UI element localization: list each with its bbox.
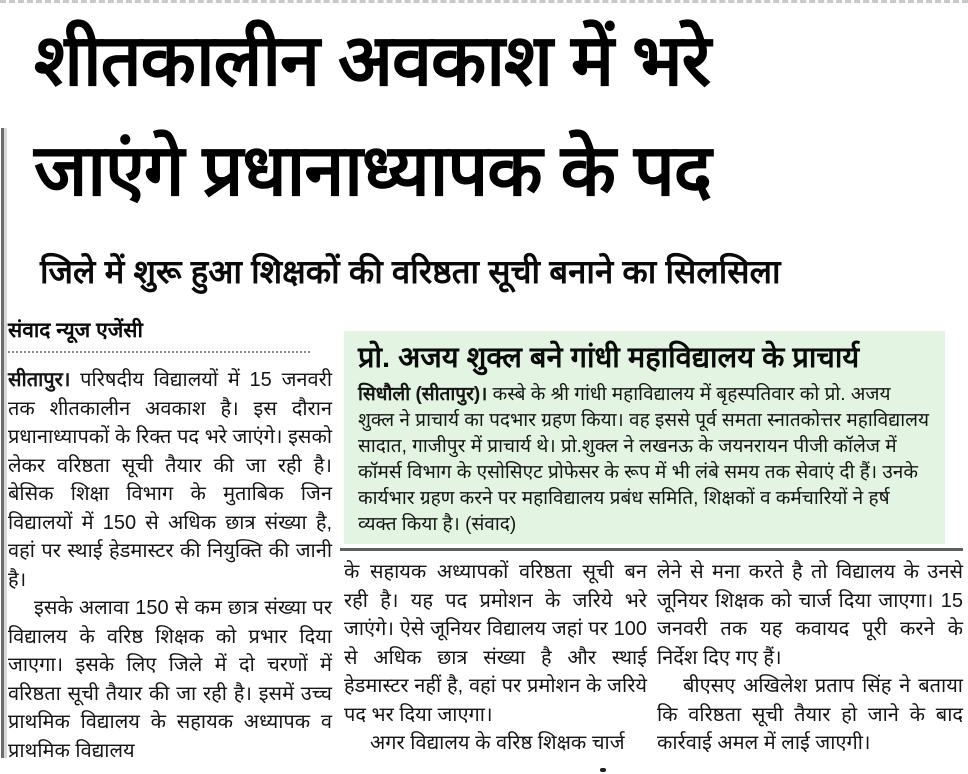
headline (34, 6, 959, 226)
body-column-right (657, 558, 963, 758)
body-column-middle (344, 558, 647, 758)
clipping-left-edge (1, 128, 4, 758)
dateline: सीतापुर। (8, 369, 71, 391)
paragraph (8, 366, 332, 594)
inset-body (358, 382, 931, 538)
inset-heading: प्रो. अजय शुक्ल बने गांधी महाविद्यालय के प्राचार्य (358, 342, 860, 374)
ink-speck (600, 768, 606, 772)
paragraph: अगर विद्यालय के वरिष्ठ शिक्षक चार्ज (370, 732, 625, 754)
paragraph: इसके अलावा 150 से कम छात्र संख्या पर विद्यालय के वरिष्ठ शिक्षक को प्रभार दिया जाएगा। इसके लिए जिले में दो चरणों में वरिष्ठता सूची तैयार की जा रही है। इसमें उच्च प्राथमिक विद्यालय के सहायक अध्यापक व प्राथमिक विद्यालय (8, 597, 332, 762)
paragraph: के सहायक अध्यापकों वरिष्ठता सूची बन रही है। यह पद प्रमोशन के जरिये भरे जाएंगे। ऐसे जूनियर विद्यालय जहां पर 100 से अधिक छात्र संख्या है और स्थाई हेडमास्टर नहीं है, वहां पर प्रमोशन के जरिये पद भर दिया जाएगा। (344, 561, 647, 726)
paragraph: लेने से मना करते है तो विद्यालय के उनसे जूनियर शिक्षक को चार्ज दिया जाएगा। 15 जनवरी तक यह कवायद पूरी करने के निर्देश दिए गए हैं। (657, 561, 963, 669)
headline-line-2: जाएंगे प्रधानाध्यापक के पद (34, 131, 712, 211)
clipping-top-edge (0, 0, 968, 3)
headline-line-1: शीतकालीन अवकाश में भरे (34, 21, 711, 101)
subheadline: जिले में शुरू हुआ शिक्षकों की वरिष्ठता सूची बनाने का सिलसिला (40, 253, 781, 290)
inset-dateline: सिधौली (सीतापुर)। (358, 384, 488, 405)
inset-body-text: कस्बे के श्री गांधी महाविद्यालय में बृहस्पतिवार को प्रो. अजय शुक्ल ने प्राचार्य का पदभार ग्रहण किया। वह इससे पूर्व समता स्नातकोत्तर महाविद्यालय सादात, गाजीपुर में प्राचार्य थे। प्रो.शुक्ल ने लखनऊ के जयनरायन पीजी कॉलेज में कॉमर्स विभाग के एसोसिएट प्रोफेसर के रूप में भी लंबे समय तक सेवाएं दी हैं। उनके कार्यभार ग्रहण करने पर महाविद्यालय प्रबंध समिति, शिक्षकों व कर्मचारियों ने हर्ष व्यक्त किया है। (संवाद) (358, 384, 930, 535)
paragraph: बीएसए अखिलेश प्रताप सिंह ने बताया कि वरिष्ठता सूची तैयार हो जाने के बाद कार्रवाई अमल में लाई जाएगी। (657, 675, 963, 754)
paragraph-text: परिषदीय विद्यालयों में 15 जनवरी तक शीतकालीन अवकाश है। इस दौरान प्रधानाध्यापकों के रिक्त पद भरे जाएंगे। इसको लेकर वरिष्ठता सूची तैयार की जा रही है। बेसिक शिक्षा विभाग के मुताबिक जिन विद्यालयों में 150 से अधिक छात्र संख्या है, वहां पर स्थाई हेडमास्टर की नियुक्ति की जानी है। (8, 369, 332, 591)
byline-rule (8, 351, 310, 353)
byline: संवाद न्यूज एजेंसी (8, 319, 143, 342)
inset-bottom-rule (340, 548, 963, 551)
inset-box (344, 331, 945, 544)
body-column-left (8, 366, 332, 762)
